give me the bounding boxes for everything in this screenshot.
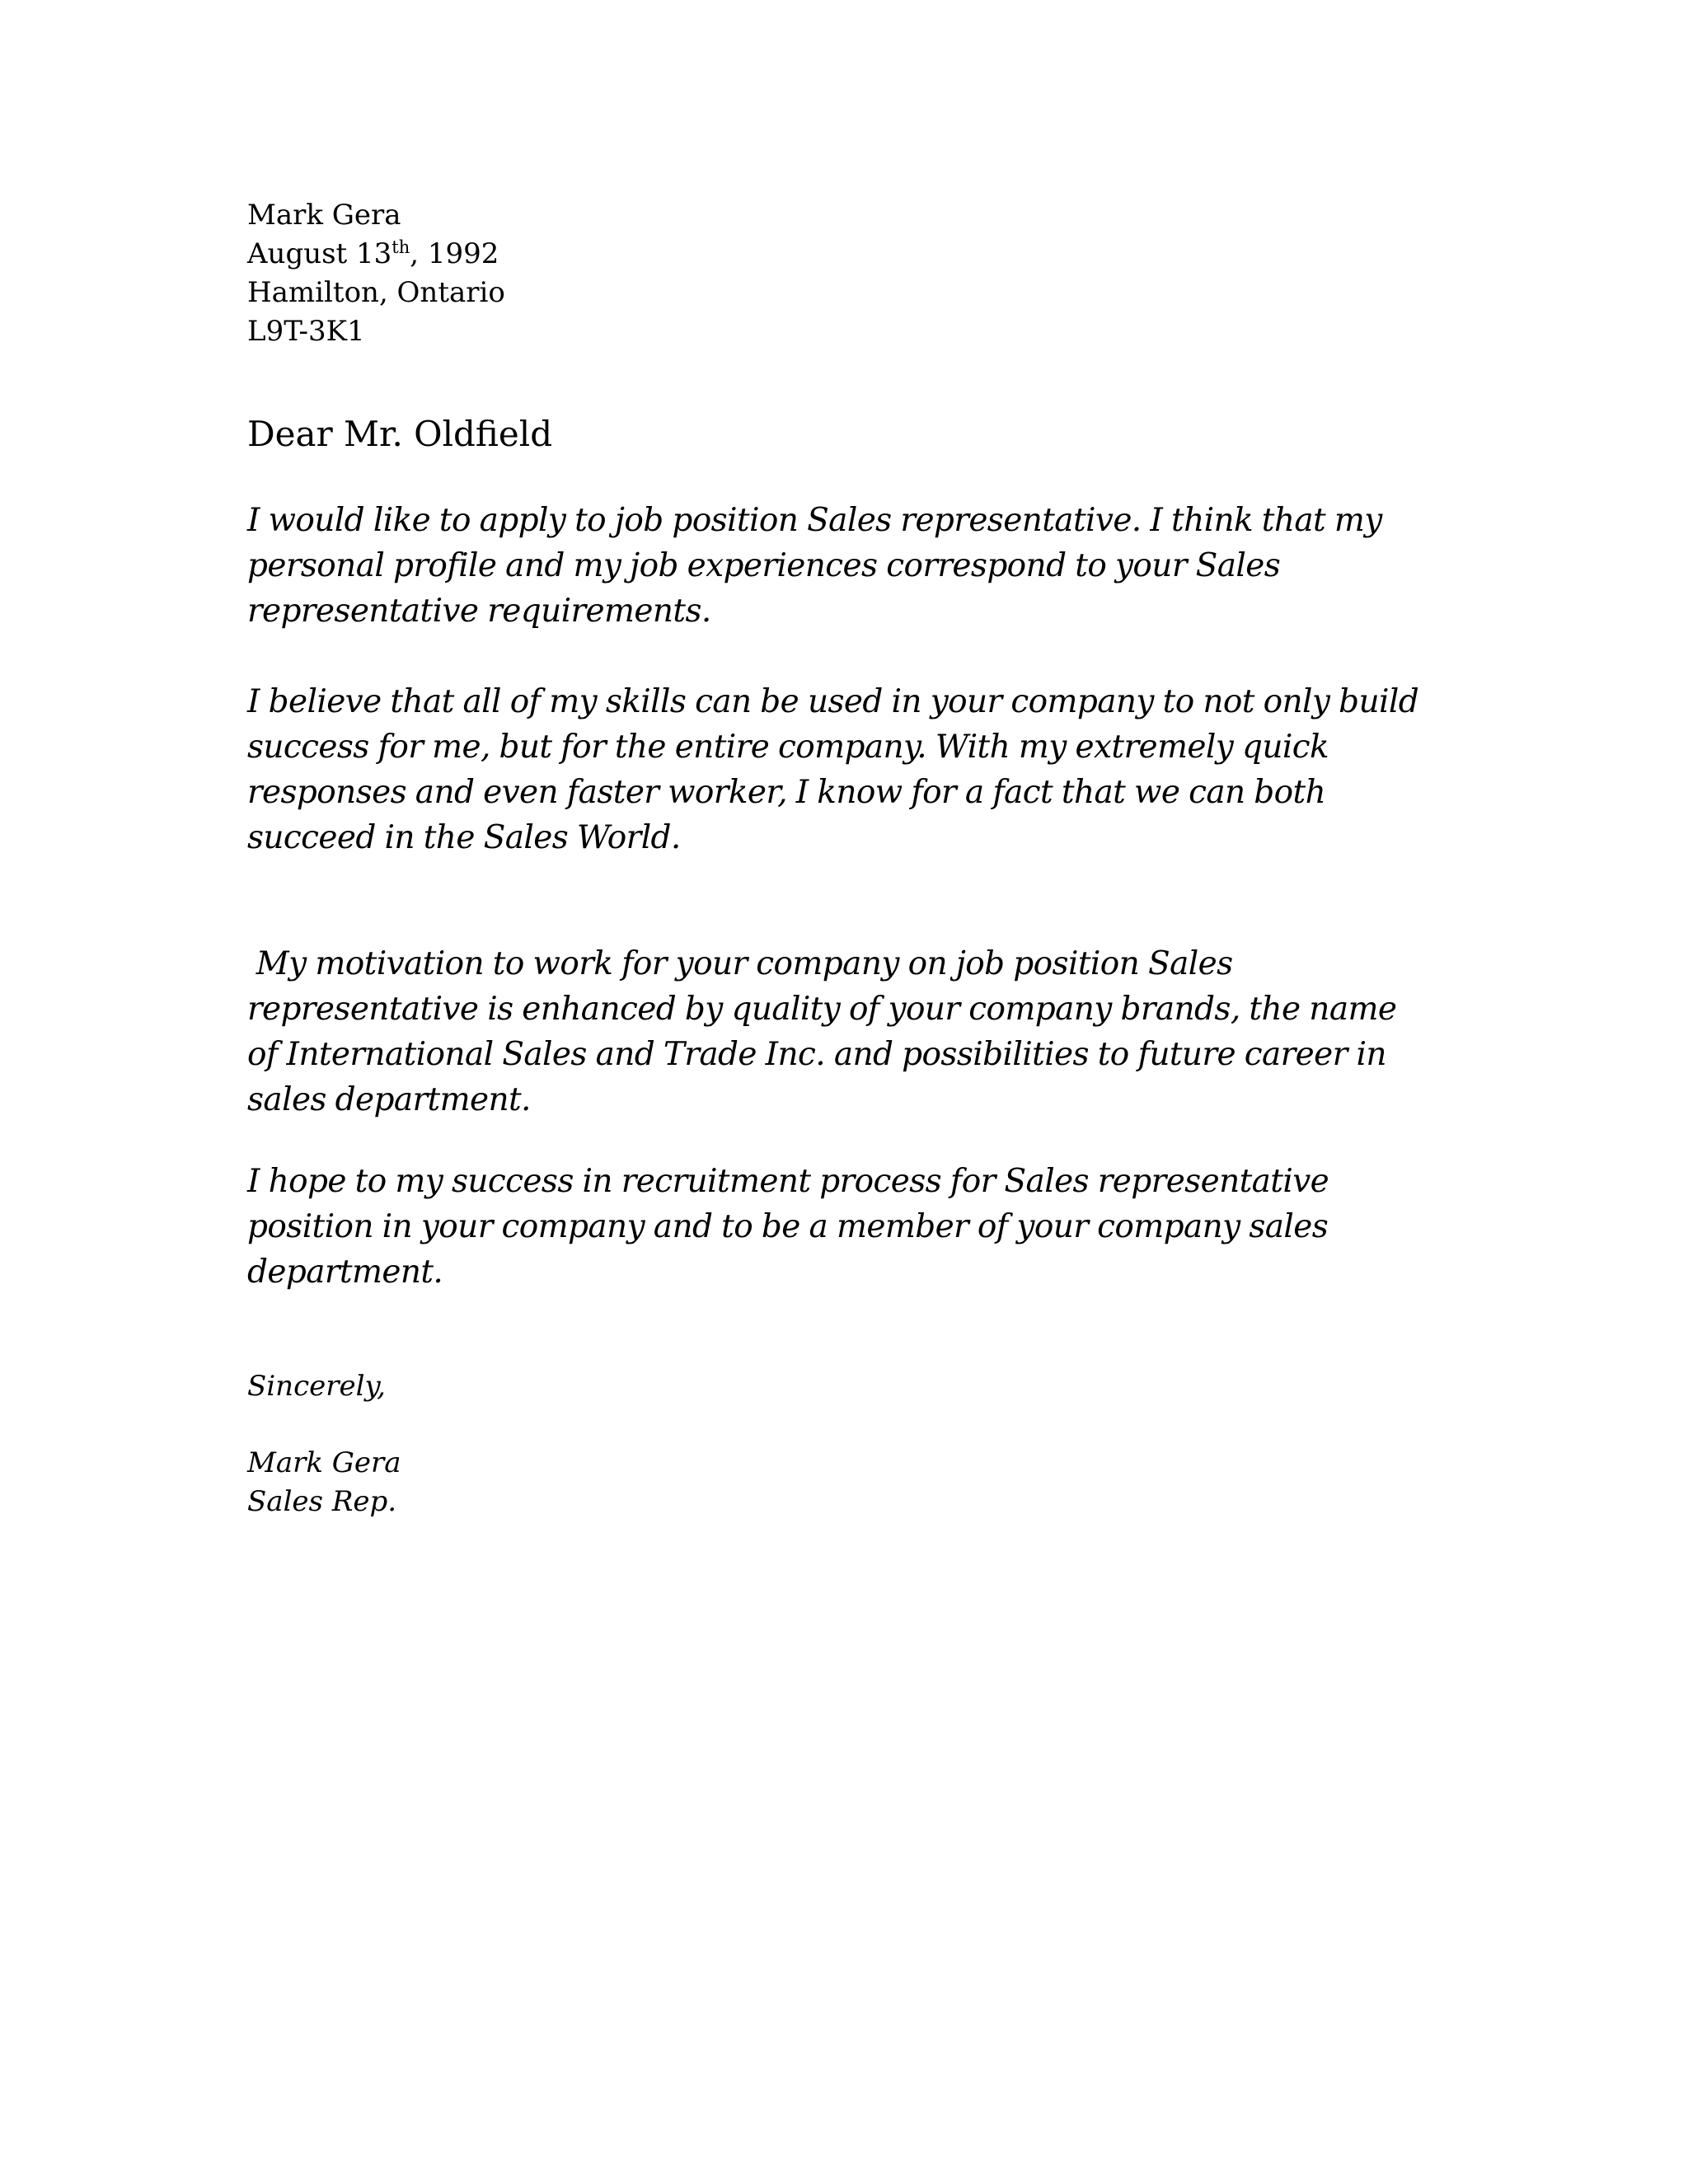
paragraph-line: department. bbox=[247, 1254, 443, 1291]
paragraph-line: I would like to apply to job position Sales representative. I think that my bbox=[247, 502, 1382, 539]
paragraph-line: representative requirements. bbox=[247, 593, 711, 630]
paragraph-line: success for me, but for the entire company. With my extremely quick bbox=[247, 729, 1329, 766]
sender-postal-code: L9T-3K1 bbox=[247, 315, 365, 348]
date-prefix: August 13 bbox=[247, 237, 392, 270]
paragraph-line: representative is enhanced by quality of your company brands, the name bbox=[247, 991, 1397, 1028]
sender-name: Mark Gera bbox=[247, 199, 401, 232]
paragraph-line: responses and even faster worker, I know for a fact that we can both bbox=[247, 774, 1326, 811]
paragraph-line: succeed in the Sales World. bbox=[247, 819, 681, 856]
sender-date bbox=[247, 235, 1484, 274]
body-paragraph-2 bbox=[247, 679, 1484, 860]
signature-title: Sales Rep. bbox=[247, 1485, 397, 1518]
paragraph-line: My motivation to work for your company on job position Sales bbox=[247, 945, 1233, 982]
date-year: , 1992 bbox=[410, 237, 499, 270]
sender-block bbox=[247, 196, 1484, 351]
signature-block bbox=[247, 1444, 1484, 1521]
signature-name: Mark Gera bbox=[247, 1446, 401, 1479]
salutation: Dear Mr. Oldfield bbox=[247, 414, 553, 454]
paragraph-line: personal profile and my job experiences correspond to your Sales bbox=[247, 547, 1281, 584]
paragraph-line: sales department. bbox=[247, 1081, 531, 1118]
paragraph-line: position in your company and to be a member of your company sales bbox=[247, 1208, 1329, 1245]
cover-letter bbox=[247, 196, 1484, 1521]
body-paragraph-4 bbox=[247, 1159, 1484, 1295]
body-paragraph-1 bbox=[247, 498, 1484, 634]
body-paragraph-3 bbox=[247, 941, 1484, 1122]
paragraph-line: I believe that all of my skills can be used in your company to not only build bbox=[247, 683, 1419, 720]
paragraph-line: I hope to my success in recruitment process for Sales representative bbox=[247, 1163, 1329, 1200]
date-ordinal-suffix: th bbox=[392, 237, 410, 257]
sender-city: Hamilton, Ontario bbox=[247, 276, 505, 309]
closing: Sincerely, bbox=[247, 1370, 386, 1403]
paragraph-line: of International Sales and Trade Inc. and possibilities to future career in bbox=[247, 1036, 1386, 1073]
